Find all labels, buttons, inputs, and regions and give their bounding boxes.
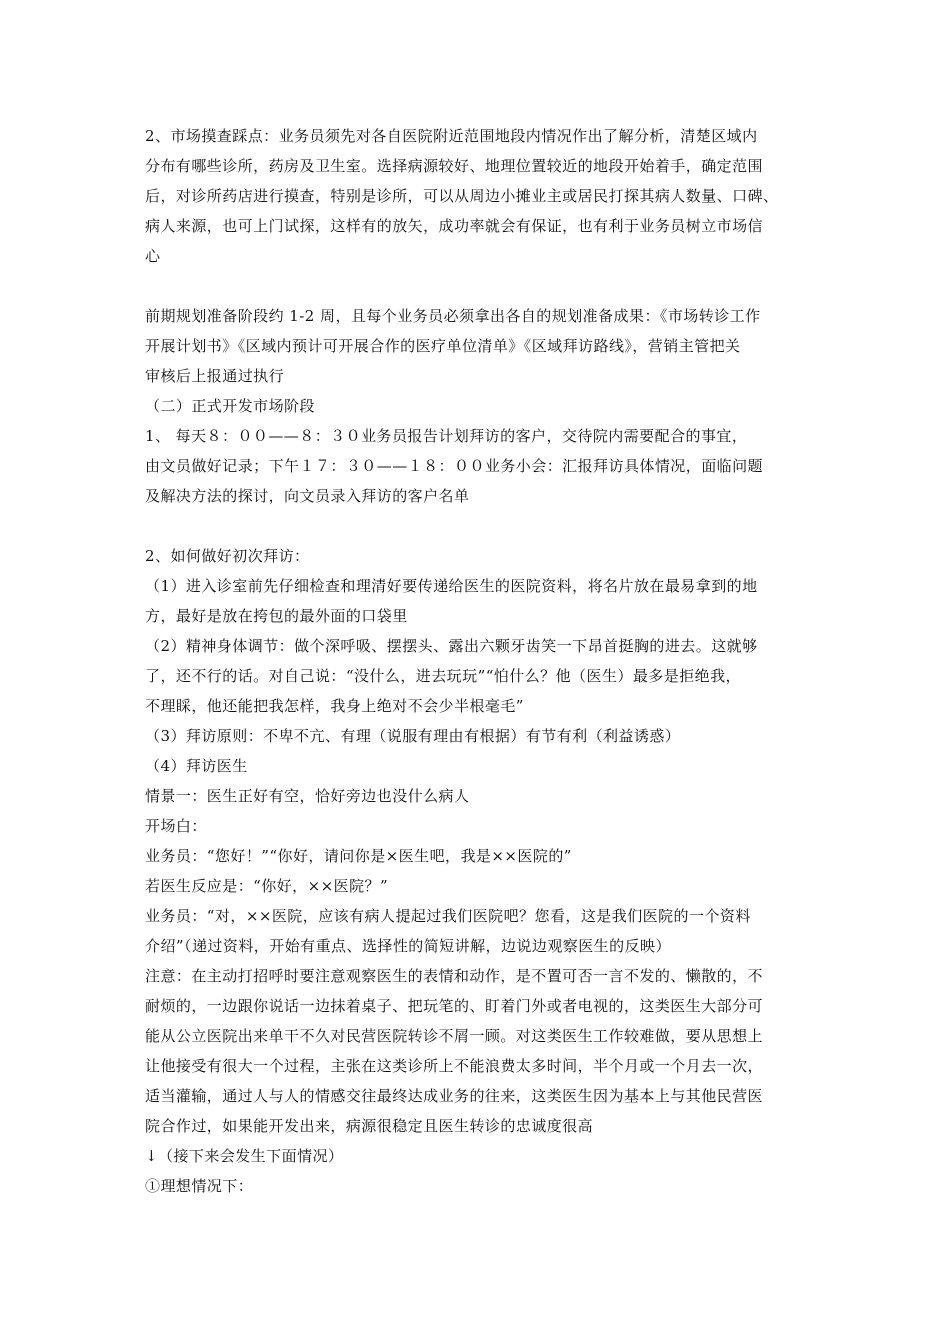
text-line: 2、如何做好初次拜访： xyxy=(145,547,310,565)
text-line: 病人来源，也可上门试探，这样有的放矢，成功率就会有保证，也有利于业务员树立市场信 xyxy=(145,217,764,235)
text-line: ①理想情况下： xyxy=(145,1177,254,1195)
text-line: 适当灌输，通过人与人的情感交往最终达成业务的往来，这类医生因为基本上与其他民营医 xyxy=(145,1087,764,1105)
text-line: 介绍”（递过资料，开始有重点、选择性的简短讲解，边说边观察医生的反映） xyxy=(145,937,671,955)
text-line: 情景一：医生正好有空，恰好旁边也没什么病人 xyxy=(145,787,470,805)
text-line: 后，对诊所药店进行摸查，特别是诊所，可以从周边小摊业主或居民打探其病人数量、口碑、 xyxy=(145,187,779,205)
text-line: 2、市场摸查踩点：业务员须先对各自医院附近范围地段内情况作出了解分析，清楚区域内 xyxy=(145,127,758,145)
text-line: 若医生反应是：“你好，××医院？” xyxy=(145,877,389,895)
text-line: （4）拜访医生 xyxy=(145,757,248,775)
paragraph-gap xyxy=(145,271,810,301)
text-line: 前期规划准备阶段约 1-2 周，且每个业务员必须拿出各自的规划准备成果：《市场转诊工作 xyxy=(145,307,761,325)
text-line: （1）进入诊室前先仔细检查和理清好要传递给医生的医院资料，将名片放在最易拿到的地 xyxy=(145,577,758,595)
paragraph-planning-phase xyxy=(145,301,810,511)
text-line: 业务员：“您好！”“你好，请问你是×医生吧，我是××医院的” xyxy=(145,847,572,865)
text-line: 方，最好是放在挎包的最外面的口袋里 xyxy=(145,607,408,625)
document-page xyxy=(145,121,810,1201)
paragraph-market-survey xyxy=(145,121,810,271)
text-line: 1、 每天８：００——８：３０业务员报告计划拜访的客户，交待院内需要配合的事宜， xyxy=(145,427,748,445)
text-line: 让他接受有很大一个过程，主张在这类诊所上不能浪费太多时间，半个月或一个月去一次， xyxy=(145,1057,764,1075)
text-line: （2）精神身体调节：做个深呼吸、摆摆头、露出六颗牙齿笑一下昂首挺胸的进去。这就够 xyxy=(145,637,758,655)
text-line: 及解决方法的探讨，向文员录入拜访的客户名单 xyxy=(145,487,470,505)
text-line: 院合作过，如果能开发出来，病源很稳定且医生转诊的忠诚度很高 xyxy=(145,1117,594,1135)
text-line: 由文员做好记录；下午１７：３０——１８：００业务小会：汇报拜访具体情况，面临问题 xyxy=(145,457,764,475)
paragraph-gap xyxy=(145,511,810,541)
text-line: 心 xyxy=(145,247,161,265)
text-line: 审核后上报通过执行 xyxy=(145,367,285,385)
paragraph-first-visit xyxy=(145,541,810,1201)
text-line: 了，还不行的话。对自己说：“没什么，进去玩玩”“怕什么？他（医生）最多是拒绝我， xyxy=(145,667,742,685)
text-line: 开场白： xyxy=(145,817,207,835)
text-line: （3）拜访原则：不卑不亢、有理（说服有理由有根据）有节有利（利益诱惑） xyxy=(145,727,681,745)
text-line: 业务员：“对，××医院，应该有病人提起过我们医院吧？您看，这是我们医院的一个资料 xyxy=(145,907,751,925)
text-line: ↓（接下来会发生下面情况） xyxy=(145,1147,344,1165)
text-line: 注意：在主动打招呼时要注意观察医生的表情和动作，是不置可否一言不发的、懒散的，不 xyxy=(145,967,764,985)
section-heading: （二）正式开发市场阶段 xyxy=(145,397,315,415)
text-line: 不理睬，他还能把我怎样，我身上绝对不会少半根毫毛” xyxy=(145,697,524,715)
text-line: 能从公立医院出来单干不久对民营医院转诊不屑一顾。对这类医生工作较难做，要从思想上 xyxy=(145,1027,764,1045)
text-line: 耐烦的，一边跟你说话一边抹着桌子、把玩笔的、盯着门外或者电视的，这类医生大部分可 xyxy=(145,997,764,1015)
text-line: 开展计划书》《区域内预计可开展合作的医疗单位清单》《区域拜访路线》，营销主管把关 xyxy=(145,337,741,355)
text-line: 分布有哪些诊所，药房及卫生室。选择病源较好、地理位置较近的地段开始着手，确定范围 xyxy=(145,157,764,175)
